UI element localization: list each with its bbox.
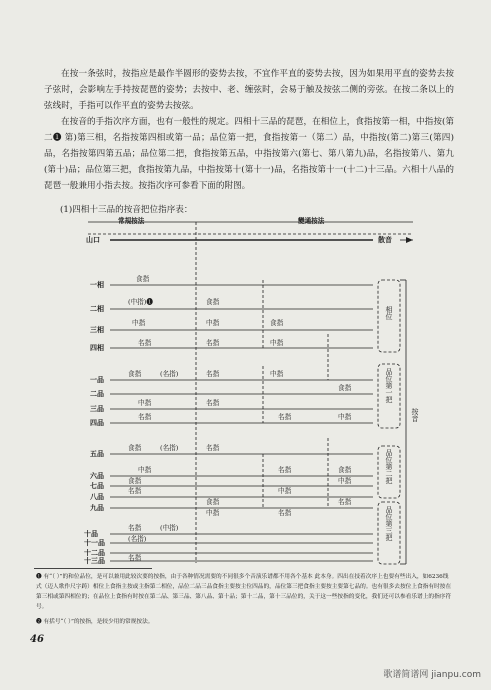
finger-cell: 中指 [338,413,352,421]
finger-cell: (中指)❶ [128,298,153,306]
bracket-label-pin1: 品位第一把 [385,368,393,403]
fret-label: 三品 [90,404,104,413]
finger-cell: 食指 [128,370,142,378]
site-watermark: 歌谱简谱网 jianpu.com [383,670,481,680]
header-variant: 變通按法 [298,217,325,225]
finger-cell: 食指 [338,384,352,392]
fret-label: 二相 [90,304,104,313]
finger-cell: 中指 [132,319,146,327]
finger-cell: 名指 [278,509,292,517]
fret-label: 一品 [90,375,104,384]
figure-title: (1)四相十三品的按音把位指序表： [60,205,193,215]
bracket-label-xiangwei: 相位 [385,306,393,320]
finger-cell: 中指 [138,466,152,474]
paragraph-1: 在按一条弦时，按指应是最作半圆形的姿势去按，不宜作平直的姿势去按，因为如果用平直的姿势去按子弦时，会影响左手持按琵琶的姿势；去按中、老、缠弦时，会易于触及按弦二侧的旁弦。在按二条以上的弦线时，手指可以作平直的姿势去按弦。 [44,69,454,111]
fret-label: 十三品 [84,556,105,565]
fret-label: 四相 [90,343,104,352]
finger-cell: 名指 [138,413,152,421]
finger-cell: 中指 [138,399,152,407]
fret-label: 九品 [90,503,104,512]
footnote-1: ❶ 有“（ ）”的和位品位，是可以兼用此较次要的按指，由于各种情况需要的不同很多个音演乐谱都不用各个基本 此本身。四出在技着次序上也要有些出入，如6236线式（迈人歌作尺字踌）相位上食指主按或主指第二相位，品位二品三品食指主要按主位四品的，品位第三把食指主要按主要第七品的。也有很多去按位上食指有时按在第三相或第四相位的；在品位上食指有时按在第二品、第三品、第八品、第十品；第十二品，第十三品位的，关于这一些按指的变化，我们还可以参看乐谱上的指序符号。 [36,574,452,610]
finger-cell: 名指 [278,466,292,474]
finger-cell: (名指) [160,370,179,378]
finger-cell: 名指 [278,413,292,421]
footnote-2: ❷ 有括号“（ ）”的按指，是较少用的常规按法。 [36,619,154,625]
label-shanko: 山口 [86,235,100,244]
fret-label: 四品 [90,418,104,427]
finger-cell: 食指 [128,477,142,485]
finger-cell: 名指 [138,339,152,347]
label-sanyin: 散音 [378,235,392,244]
finger-cell: 食指 [128,444,142,452]
finger-cell: 中指 [270,339,284,347]
finger-cell: 食指 [206,498,220,506]
finger-cell: 食指 [136,275,150,283]
finger-cell: 名指 [128,554,142,562]
finger-cell: 名指 [206,339,220,347]
paragraph-2: 在按音的手指次序方面，也有一般性的规定。四相十三品的琵琶，在相位上，食指按第一相，中指按(第二❶ 第)第三相，名指按第四相或第一品；品位第一把，食指按第一（第二）品，中指按(第二)第三(第四)品，名指按第四第五品；品位第二把，食指按第五品，中指按第六(第七、第八第九)品，名指按第八、第九(第十)品；品位第三把，食指按第九品，中指按第十(第十一)品，名指按第十一(十二)十三品。六相十八品的琵琶一般兼用小指去按。按指次序可参看下面的附图。 [44,117,454,191]
finger-cell: (中指) [160,524,179,532]
finger-cell: (名指) [128,535,147,543]
fret-label: 六品 [90,471,104,480]
header-regular: 常規按法 [118,217,145,225]
finger-cell: 中指 [278,487,292,495]
finger-cell: 名指 [338,498,352,506]
finger-cell: (名指) [160,444,179,452]
bracket-label-pin2: 品位第二把 [385,449,393,484]
fret-label: 一相 [90,280,104,289]
fret-label: 十一品 [84,538,105,547]
fret-label: 三相 [90,325,104,334]
fret-label: 七品 [90,481,104,490]
finger-cell: 中指 [206,509,220,517]
finger-cell: 食指 [338,466,352,474]
footnote-rule [34,568,152,569]
finger-cell: 中指 [206,319,220,327]
fret-label: 八品 [90,492,104,501]
fret-label: 十品 [84,529,98,538]
finger-cell: 名指 [128,524,142,532]
fret-label: 五品 [90,449,104,458]
fret-label: 十二品 [84,548,105,557]
fret-label: 二品 [90,389,104,398]
bracket-label-anyin: 按音 [411,408,419,422]
finger-cell: 名指 [206,444,220,452]
finger-cell: 名指 [206,399,220,407]
finger-cell: 食指 [206,298,220,306]
bracket-label-pin3: 品位第三把 [385,506,393,541]
page-number: 46 [30,634,44,645]
fingering-chart-lines [88,218,428,568]
finger-cell: 名指 [128,487,142,495]
finger-cell: 中指 [338,477,352,485]
finger-cell: 食指 [270,319,284,327]
finger-cell: 中指 [270,370,284,378]
finger-cell: 名指 [206,370,220,378]
